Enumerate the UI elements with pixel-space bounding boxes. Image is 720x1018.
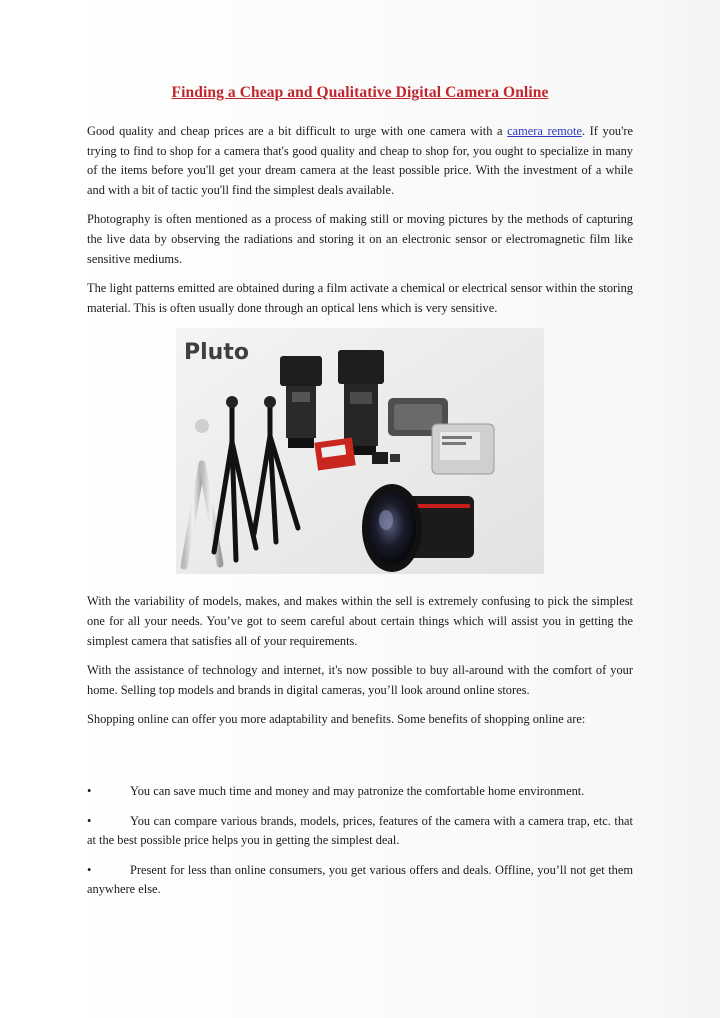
list-item-text: You can save much time and money and may patronize the comfortable home environment. — [130, 783, 585, 798]
paragraph-2: Photography is often mentioned as a process of making still or moving pictures by the methods of capturing the live data by observing the radiations and storing it on an electronic sensor or electromagnetic film like sensitive mediums. — [87, 212, 633, 266]
list-item — [87, 812, 633, 851]
paragraph-5: With the assistance of technology and internet, it's now possible to buy all-around with the comfort of your home. Selling top models and brands in digital cameras, you’ll look around online stores. — [87, 663, 633, 697]
page-title: Finding a Cheap and Qualitative Digital Camera Online — [171, 84, 549, 101]
list-item-text: Present for less than online consumers, you get various offers and deals. Offline, you’ll not get them anywhere else. — [87, 862, 633, 897]
list-item-text: You can compare various brands, models, prices, features of the camera with a camera trap, etc. that at the best possible price helps you in getting the simplest deal. — [87, 813, 633, 848]
pluto-logo-text: Pluto — [184, 340, 249, 366]
document-content — [87, 84, 633, 910]
paragraph-4: With the variability of models, makes, and makes within the sell is extremely confusing to pick the simplest one for all your needs. You’ve got to seem careful about certain things which will assist you in getting the simplest camera that satisfies all of your requirements. — [87, 594, 633, 648]
camera-accessories-illustration — [176, 328, 544, 574]
paragraph-6: Shopping online can offer you more adaptability and benefits. Some benefits of shopping online are: — [87, 712, 586, 727]
paragraph-1-text-start: Good quality and cheap prices are a bit difficult to urge with one camera with a — [87, 124, 508, 138]
list-item — [87, 782, 633, 802]
camera-accessories-photo — [176, 328, 544, 574]
bullet-marker: • — [87, 813, 92, 828]
bullet-marker: • — [87, 862, 92, 877]
camera-remote-link[interactable]: camera remote — [507, 124, 582, 138]
flash-unit-left — [280, 356, 322, 448]
paragraph-3: The light patterns emitted are obtained during a film activate a chemical or electrical sensor within the storing material. This is often usually done through an optical lens which is very sensitive. — [87, 281, 633, 315]
battery-silver — [432, 424, 494, 474]
paragraph-1-text-end: . If you're trying to find to shop for a camera that's good quality and cheap to shop for, you ought to specialize in many of the items before you'll get your dream camera at the least possible price. With the investment of a while and with a bit of tactic you'll find the simplest deals available. — [87, 124, 633, 197]
paragraph-1 — [87, 122, 633, 200]
list-item — [87, 861, 633, 900]
bullet-marker: • — [87, 783, 92, 798]
